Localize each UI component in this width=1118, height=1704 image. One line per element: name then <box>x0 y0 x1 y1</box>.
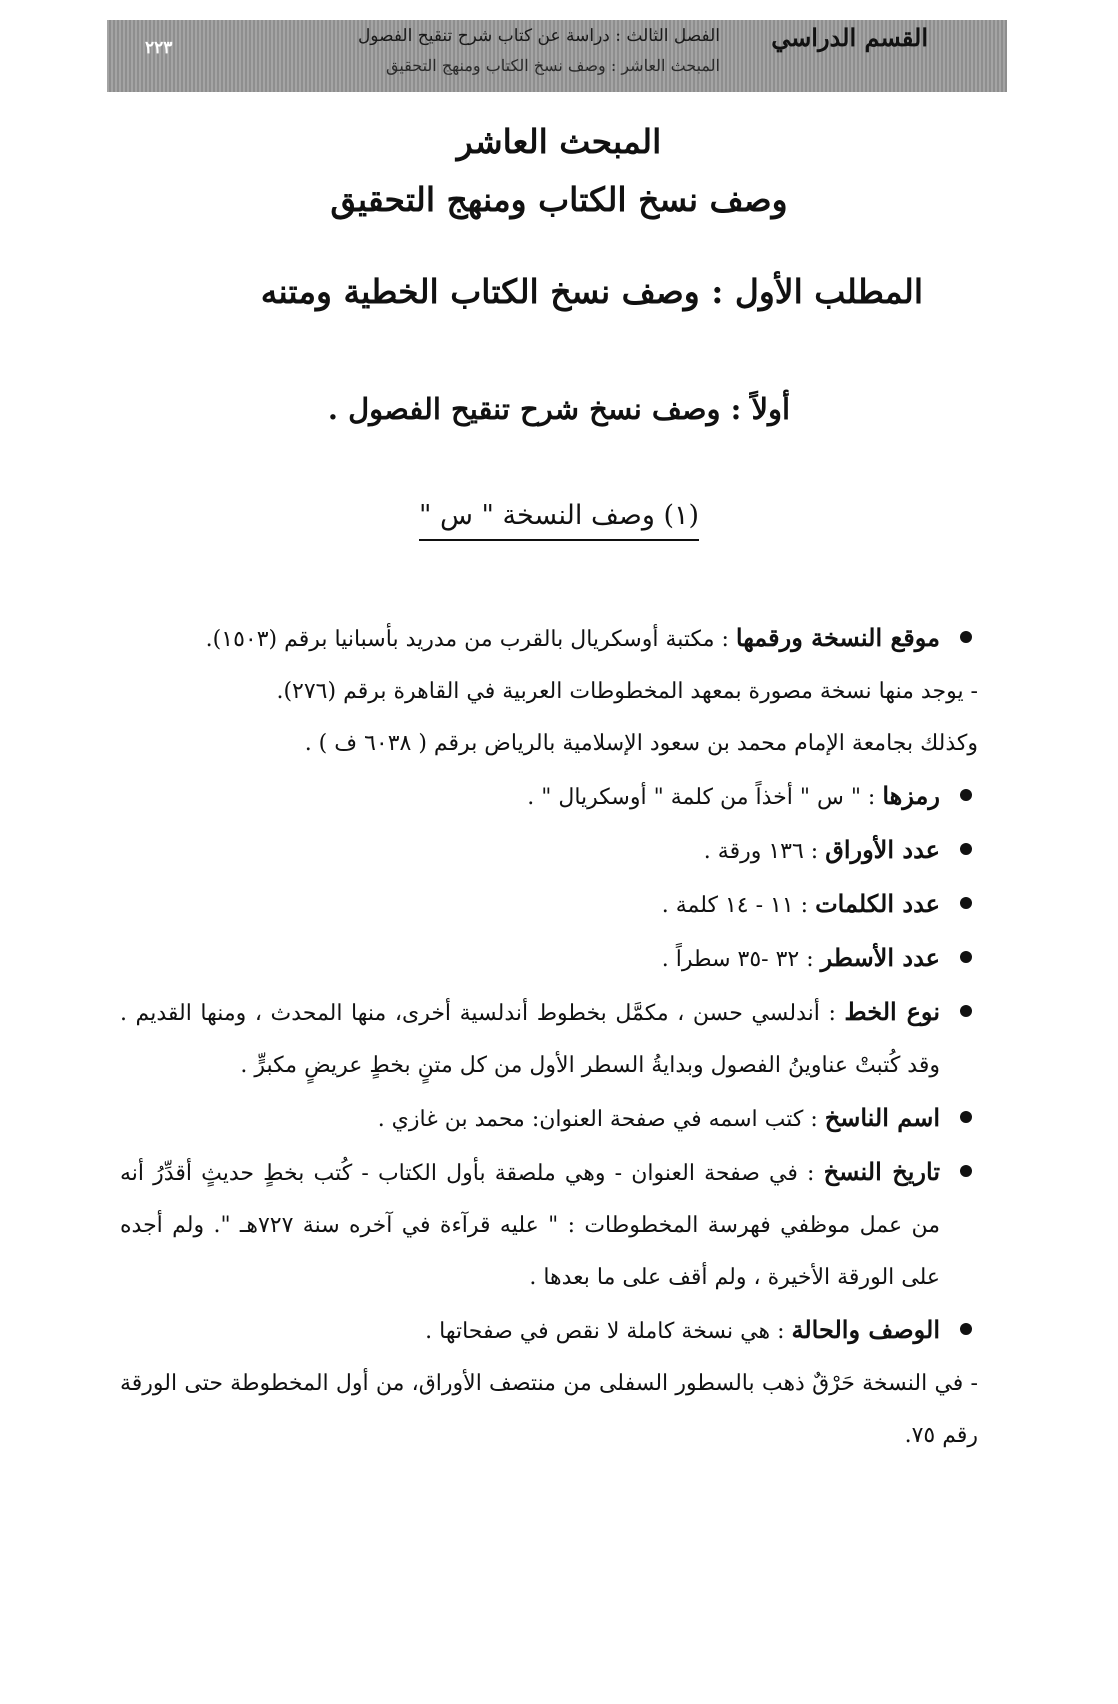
item-text: : " س " أخذاً من كلمة " أوسكريال " . <box>527 785 883 810</box>
item-label: موقع النسخة ورقمها <box>735 623 940 652</box>
item-text: : ١١ - ١٤ كلمة . <box>661 893 816 918</box>
item-text: : في صفحة العنوان - وهي ملصقة بأول الكتاب - كُتب بخطٍ حديثٍ أقدِّرُ أنه من عمل موظفي فهرسة المخطوطات : " عليه قرآءة في آخره سنة ٧٢٧هـ ". ولم أجده على الورقة الأخيرة ، ولم أقف على ما بعدها . <box>120 1161 940 1290</box>
bullet-icon <box>960 951 972 963</box>
item-label: عدد الأوراق <box>825 835 940 864</box>
list-item <box>120 986 978 1092</box>
bullet-icon <box>960 897 972 909</box>
running-head-section: المبحث العاشر : وصف نسخ الكتاب ومنهج التحقيق <box>386 56 720 75</box>
item-text: : مكتبة أوسكريال بالقرب من مدريد بأسبانيا برقم (١٥٠٣). <box>205 627 736 652</box>
list-item <box>120 932 978 986</box>
list-item <box>120 1304 978 1358</box>
item-label: نوع الخط <box>844 997 940 1026</box>
manuscript-description <box>120 612 978 1462</box>
item-text: : هي نسخة كاملة لا نقص في صفحاتها . <box>425 1319 792 1344</box>
list-item <box>120 1146 978 1304</box>
manuscript-heading <box>0 500 1118 541</box>
note-line: - يوجد منها نسخة مصورة بمعهد المخطوطات العربية في القاهرة برقم (٢٧٦). <box>276 679 978 704</box>
section-label: القسم الدراسي <box>771 23 928 52</box>
bullet-icon <box>960 1323 972 1335</box>
running-head-chapter: الفصل الثالث : دراسة عن كتاب شرح تنقيح الفصول <box>357 26 720 46</box>
list-item <box>120 1092 978 1146</box>
item-label: عدد الكلمات <box>815 889 940 918</box>
bullet-icon <box>960 1111 972 1123</box>
bullet-icon <box>960 631 972 643</box>
item-label: اسم الناسخ <box>824 1103 940 1132</box>
item-label: عدد الأسطر <box>820 943 940 972</box>
subsection-heading: أولاً : وصف نسخ شرح تنقيح الفصول . <box>327 392 791 426</box>
item-text: : كتب اسمه في صفحة العنوان: محمد بن غازي . <box>377 1107 825 1132</box>
item-text: : أندلسي حسن ، مكمَّل بخطوط أندلسية أخرى، منها المحدث ، ومنها القديم . وقد كُتبتْ عناوينُ الفصول وبدايةُ السطر الأول من كل متنٍ بخطٍ عريضٍ مكبرٍّ . <box>120 1001 940 1078</box>
manuscript-heading-text: (١) وصف النسخة " س " <box>419 500 699 541</box>
page-number: ٢٢٣ <box>145 38 173 58</box>
list-item <box>120 878 978 932</box>
note-line: - في النسخة حَرْقٌ ذهب بالسطور السفلى من منتصف الأوراق، من أول المخطوطة حتى الورقة رقم ٧٥. <box>120 1371 978 1448</box>
item-label: الوصف والحالة <box>791 1315 940 1344</box>
chapter-subtitle: وصف نسخ الكتاب ومنهج التحقيق <box>330 180 788 219</box>
item-label: تاريخ النسخ <box>823 1157 941 1186</box>
list-item <box>120 612 978 666</box>
item-label: رمزها <box>882 781 940 810</box>
chapter-title: المبحث العاشر <box>456 122 662 161</box>
bullet-icon <box>960 1165 972 1177</box>
bullet-icon <box>960 789 972 801</box>
section-heading: المطلب الأول : وصف نسخ الكتاب الخطية ومتنه <box>260 272 923 311</box>
bullet-icon <box>960 843 972 855</box>
item-text: : ٣٢ -٣٥ سطراً . <box>661 947 821 972</box>
list-item <box>120 770 978 824</box>
list-item <box>120 824 978 878</box>
item-text: : ١٣٦ ورقة . <box>703 839 826 864</box>
bullet-icon <box>960 1005 972 1017</box>
note-line: وكذلك بجامعة الإمام محمد بن سعود الإسلامية بالرياض برقم ( ٦٠٣٨ ف ) . <box>304 731 978 756</box>
